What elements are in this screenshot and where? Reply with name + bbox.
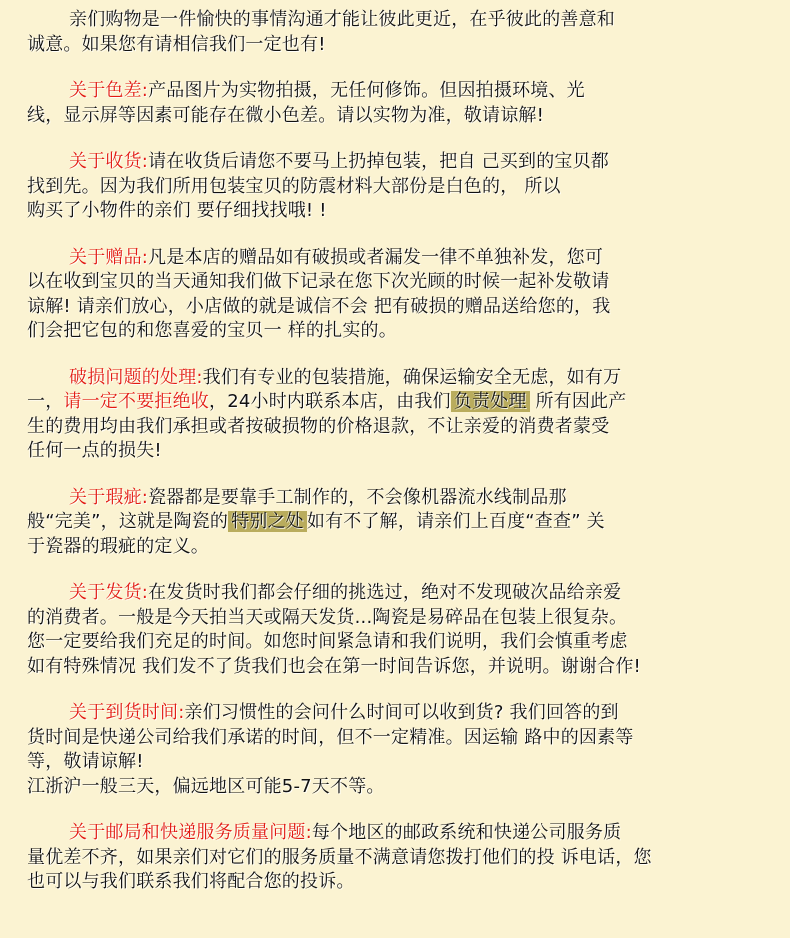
receiving-text-1: 请在收货后请您不要马上扔掉包装，把自 己买到的宝贝都 — [148, 151, 609, 172]
color-difference-heading: 关于色差: — [69, 80, 149, 101]
damage-paragraph — [27, 366, 764, 464]
shipping-line-3: 您一定要给我们充足的时间。如您时间紧急请和我们说明，我们会慎重考虑 — [27, 631, 628, 652]
shipping-paragraph — [27, 581, 764, 679]
gift-heading: 关于赠品: — [69, 246, 149, 268]
post-heading: 关于邮局和快递服务质量问题: — [69, 822, 312, 843]
damage-line-4: 任何一点的损失! — [27, 440, 162, 461]
receiving-heading: 关于收货: — [69, 151, 149, 172]
gift-text-1: 凡是本店的赠品如有破损或者漏发一律不单独补发，您可 — [148, 246, 604, 268]
arrival-heading: 关于到货时间: — [69, 702, 185, 723]
flaw-text-2b: 如有不了解，请亲们上百度“查查” 关 — [306, 511, 605, 532]
flaw-text-1: 瓷器都是要靠手工制作的，不会像机器流水线制品那 — [148, 486, 567, 508]
damage-warning: 请一定不要拒绝收 — [63, 391, 210, 412]
damage-highlight: 负责处理 — [451, 391, 530, 412]
arrival-line-3: 等，敬请谅解! — [27, 751, 144, 772]
shipping-line-1 — [27, 581, 764, 606]
gift-line-4: 们会把它包的和您喜爱的宝贝一 样的扎实的。 — [27, 320, 397, 341]
damage-text-2b: ，24小时内联系本店，由我们 — [209, 391, 451, 412]
arrival-line-2: 货时间是快递公司给我们承诺的时间，但不一定精准。因运输 路中的因素等 — [27, 726, 634, 748]
damage-heading: 破损问题的处理: — [69, 366, 203, 388]
arrival-line-1 — [27, 701, 764, 726]
flaw-line-3: 于瓷器的瑕疵的定义。 — [27, 535, 209, 557]
arrival-text-1: 亲们习惯性的会问什么时间可以收到货? 我们回答的到 — [184, 702, 619, 723]
receiving-line-3: 购买了小物件的亲们 要仔细找找哦! ! — [27, 200, 327, 221]
damage-line-2 — [27, 390, 764, 415]
arrival-time-paragraph — [27, 701, 764, 799]
post-line-3: 也可以与我们联系我们将配合您的投诉。 — [27, 871, 355, 892]
gift-line-1 — [27, 246, 764, 271]
post-service-paragraph — [27, 821, 764, 895]
damage-text-2a: 一， — [27, 391, 64, 412]
color-difference-line-2: 线，显示屏等因素可能存在微小色差。请以实物为准，敬请谅解! — [27, 104, 545, 126]
intro-line-1: 亲们购物是一件愉快的事情沟通才能让彼此更近，在乎彼此的善意和 — [69, 9, 615, 30]
shipping-line-4: 如有特殊情况 我们发不了货我们也会在第一时间告诉您，并说明。谢谢合作! — [27, 655, 641, 677]
intro-line-2: 诚意。如果您有请相信我们一定也有! — [27, 33, 326, 55]
flaw-paragraph — [27, 486, 764, 560]
gift-line-3: 谅解! 请亲们放心，小店做的就是诚信不会 把有破损的赠品送给您的，我 — [27, 295, 611, 317]
damage-text-1: 我们有专业的包装措施，确保运输安全无虑，如有万 — [202, 366, 622, 388]
shipping-text-1: 在发货时我们都会仔细的挑选过，绝对不发现破次品给亲爱 — [148, 582, 622, 603]
intro-paragraph — [27, 8, 764, 57]
flaw-heading: 关于瑕疵: — [69, 486, 149, 508]
arrival-line-4: 江浙沪一般三天，偏远地区可能5-7天不等。 — [27, 775, 385, 797]
color-difference-paragraph — [27, 79, 764, 128]
color-difference-line-1 — [27, 79, 764, 104]
shipping-line-2: 的消费者。一般是今天拍当天或隔天发货...陶瓷是易碎品在包装上很复杂。 — [27, 606, 628, 628]
flaw-text-2a: 般“完美”，这就是陶瓷的 — [27, 511, 229, 532]
receiving-paragraph — [27, 150, 764, 224]
color-difference-text-1: 产品图片为实物拍摄，无任何修饰。但因拍摄环境、光 — [148, 80, 585, 101]
post-line-1 — [27, 821, 764, 846]
shipping-heading: 关于发货: — [69, 582, 149, 603]
receiving-line-2: 找到先。因为我们所用包装宝贝的防震材料大部份是白色的， 所以 — [27, 175, 561, 197]
damage-text-2c: 所有因此产 — [529, 391, 627, 412]
receiving-line-1 — [27, 150, 764, 175]
flaw-line-1 — [27, 486, 764, 511]
damage-line-1 — [27, 366, 764, 391]
post-line-2: 量优差不齐，如果亲们对它们的服务质量不满意请您拨打他们的投 诉电话，您 — [27, 846, 652, 868]
flaw-highlight: 特别之处 — [228, 511, 307, 532]
post-text-1: 每个地区的邮政系统和快递公司服务质 — [311, 822, 622, 843]
flaw-line-2 — [27, 510, 764, 535]
gift-paragraph — [27, 246, 764, 344]
gift-line-2: 以在收到宝贝的当天通知我们做下记录在您下次光顾的时候一起补发敬请 — [27, 271, 610, 292]
damage-line-3: 生的费用均由我们承担或者按破损物的价格退款，不让亲爱的消费者蒙受 — [27, 415, 610, 437]
